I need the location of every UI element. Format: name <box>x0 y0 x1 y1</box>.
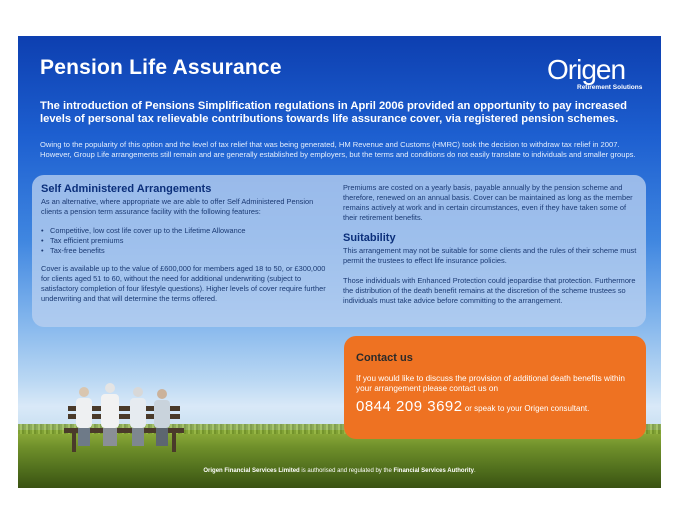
person-legs <box>132 428 144 446</box>
person-head <box>105 383 115 393</box>
bench-leg <box>172 432 176 452</box>
person-body <box>130 398 146 428</box>
body-text: Owing to the popularity of this option and the level of tax relief that was being generated, HM Revenue and Customs (HMRC) took the decision to withdraw tax relief in 2007. However, Group Life arrangements still remain and are generally established by employers, but the terms and conditions do not easily translate to individuals and smaller groups. <box>40 140 636 159</box>
contact-box <box>344 336 646 439</box>
person-body <box>76 398 92 428</box>
suitability-text: This arrangement may not be suitable for some clients and the rules of their scheme must permit the trustees to effect life insurance policies. <box>343 246 637 265</box>
contact-phone-row <box>356 398 589 416</box>
person-head <box>79 387 89 397</box>
person-body <box>154 400 170 428</box>
person-head <box>157 389 167 399</box>
origen-logo <box>547 54 643 96</box>
footer-regulator: Financial Services Authority <box>393 468 474 474</box>
list-item: • Competitive, low cost life cover up to the Lifetime Allowance <box>50 226 333 236</box>
bench-photo <box>60 362 190 454</box>
phone-suffix: or speak to your Origen consultant. <box>462 404 590 413</box>
logo-subtitle: Retirement Solutions <box>577 84 643 91</box>
suitability-heading: Suitability <box>343 232 396 244</box>
list-item: • Tax-free benefits <box>50 246 333 256</box>
contact-heading: Contact us <box>356 352 413 364</box>
person-legs <box>78 428 90 446</box>
contact-text: If you would like to discuss the provision of additional death benefits within your arrangement please contact us on <box>356 374 625 393</box>
right-column <box>343 183 639 306</box>
phone-number[interactable]: 0844 209 3692 <box>356 398 463 415</box>
footer-middle: is authorised and regulated by the <box>299 468 394 474</box>
intro-text: The introduction of Pensions Simplification regulations in April 2006 provided an opportunity to pay increased levels of personal tax relievable contributions towards life assurance cover, via registered pension schemes. <box>40 100 627 125</box>
page-title: Pension Life Assurance <box>40 56 282 79</box>
self-administered-intro: As an alternative, where appropriate we are able to offer Self Administered Pension clients a pension term assurance facility with the following features: <box>41 197 314 216</box>
footer-company: Origen Financial Services Limited <box>203 468 300 474</box>
footer-regulatory <box>18 468 661 474</box>
enhanced-protection-text: Those individuals with Enhanced Protection could jeopardise that protection. Furthermore the distribution of the death benefit remains at the discretion of the scheme trustees so individuals must take advice before committing to the arrangement. <box>343 276 636 305</box>
left-column <box>41 183 333 304</box>
features-list <box>41 226 333 256</box>
person-body <box>101 394 119 428</box>
logo-word: Origen <box>547 54 626 85</box>
info-panel <box>32 175 646 327</box>
list-item: • Tax efficient premiums <box>50 236 333 246</box>
person-legs <box>103 428 117 446</box>
brochure-page <box>18 36 661 488</box>
self-administered-heading: Self Administered Arrangements <box>41 183 212 195</box>
person-legs <box>156 428 168 446</box>
premiums-text: Premiums are costed on a yearly basis, payable annually by the pension scheme and therefore, renewed on an annual basis. Cover can be maintained as long as the member remains actively at work and in certain circumstances, even if they have taken some of their retirement benefits. <box>343 183 633 222</box>
footer-end: . <box>473 468 476 474</box>
cover-details: Cover is available up to the value of £600,000 for members aged 18 to 50, or £300,000 for clients aged 51 to 60, without the need for additional underwriting (subject to satisfactory completion of four lifestyle questions). Higher levels of cover require further underwriting and that will determine the terms offered. <box>41 264 326 303</box>
person-head <box>133 387 143 397</box>
bench-leg <box>72 432 76 452</box>
